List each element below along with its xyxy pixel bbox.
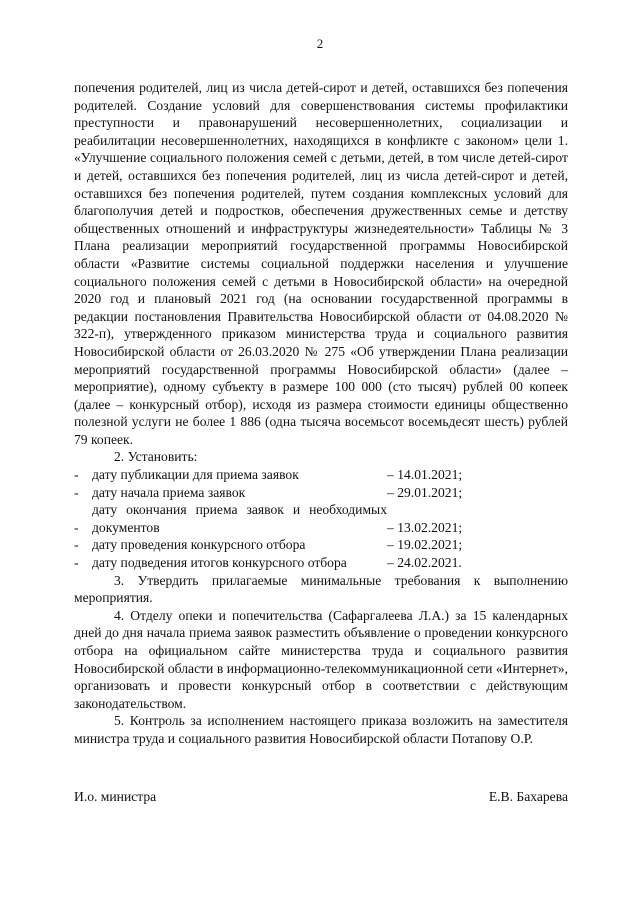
- date-value: – 19.02.2021;: [387, 537, 463, 553]
- document-body: [74, 79, 568, 748]
- list-item: [74, 536, 568, 554]
- list-dash: -: [74, 537, 79, 553]
- list-dash: -: [74, 519, 79, 535]
- paragraph-1: попечения родителей, лиц из числа детей-сирот и детей, оставшихся без попечения родителей. Создание условий для совершенствования системы профилактики преступности и правонарушений несовершеннолетних, социализации и реабилитации несовершеннолетних, находящихся в конфликте с законом» цели 1. «Улучшение социального положения семей с детьми, детей, в том числе детей-сирот и детей, оставшихся без попечения родителей, лиц из числа детей-сирот и детей, оставшихся без попечения родителей, путем создания комплексных условий для благополучия детей и подростков, обеспечения дружественных семье и детству общественных отношений и инфраструктуры жизнедеятельности» Таблицы № 3 Плана реализации мероприятий государственной программы Новосибирской области «Развитие системы социальной поддержки населения и улучшение социального положения семей с детьми в Новосибирской области» на очередной 2020 год и плановый 2021 год (на основании государственной программы в редакции постановления Правительства Новосибирской области от 04.08.2020 № 322-п), утвержденного приказом министерства труда и социального развития Новосибирской области от 26.03.2020 № 275 «Об утверждении Плана реализации мероприятий государственной программы Новосибирской области» (далее – мероприятие), одному субъекту в размере 100 000 (сто тысяч) рублей 00 копеек (далее – конкурсный отбор), исходя из размера стоимости единицы общественно полезной услуги не более 1 886 (одна тысяча восемьсот восемьдесят шесть) рублей 79 копеек.: [74, 80, 568, 447]
- list-item: [74, 466, 568, 484]
- signatory-position: И.о. министра: [74, 789, 157, 804]
- list-item: [74, 484, 568, 502]
- signatory-name: Е.В. Бахарева: [488, 789, 568, 804]
- list-dash: -: [74, 467, 79, 483]
- list-dash: -: [74, 555, 79, 571]
- paragraph-5: 5. Контроль за исполнением настоящего приказа возложить на заместителя министра труда и социального развития Новосибирской области Потапову О.Р.: [74, 713, 568, 746]
- signature-block: [74, 789, 568, 805]
- list-dash: -: [74, 484, 79, 500]
- paragraph-2: 2. Установить:: [114, 449, 198, 465]
- list-item: [74, 554, 568, 572]
- paragraph-3: 3. Утвердить прилагаемые минимальные требования к выполнению мероприятия.: [74, 572, 568, 606]
- page-number: 2: [316, 36, 324, 51]
- list-item: [74, 501, 568, 536]
- date-label: дату окончания приема заявок и необходимых документов: [92, 502, 387, 535]
- paragraph-4: 4. Отделу опеки и попечительства (Сафаргалеева Л.А.) за 15 календарных дней до дня начала приема заявок разместить объявление о проведении конкурсного отбора на официальном сайте министерства труда и социального развития Новосибирской области в информационно-телекоммуникационной сети «Интернет», организовать и провести конкурсный отбор в соответствии с действующим законодательством.: [74, 607, 568, 711]
- date-label: дату публикации для приема заявок: [92, 467, 299, 483]
- date-label: дату подведения итогов конкурсного отбора: [92, 555, 347, 571]
- date-label: дату проведения конкурсного отбора: [92, 537, 306, 553]
- date-label: дату начала приема заявок: [92, 484, 246, 500]
- dates-list: [74, 466, 568, 572]
- date-value: – 13.02.2021;: [387, 519, 463, 535]
- date-value: – 14.01.2021;: [387, 467, 463, 483]
- date-value: – 24.02.2021.: [387, 555, 462, 571]
- date-value: – 29.01.2021;: [387, 484, 463, 500]
